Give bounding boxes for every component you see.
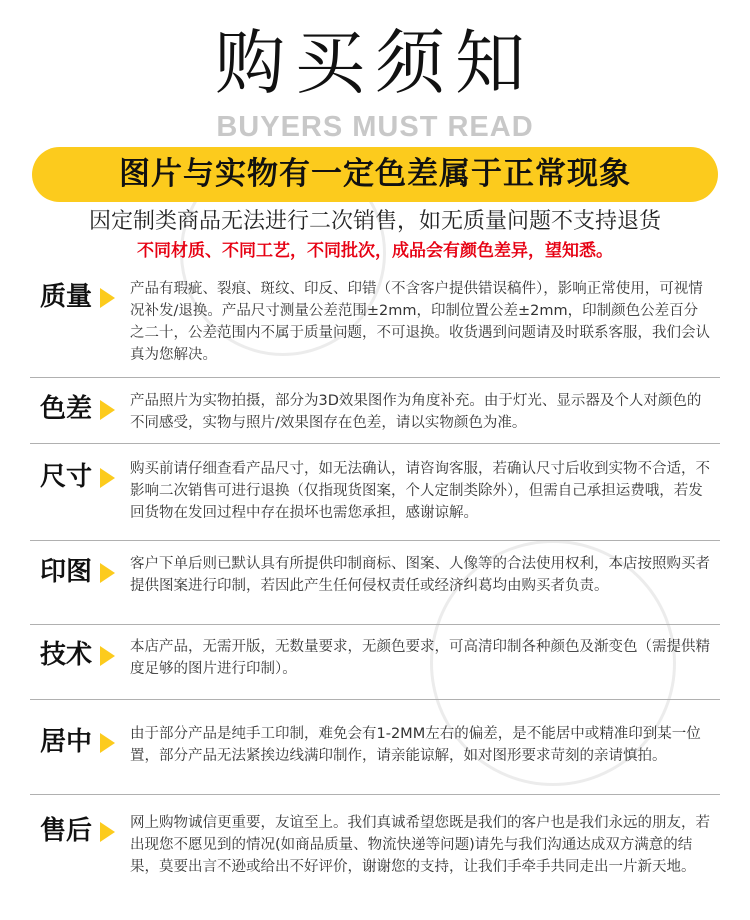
section-text: 由于部分产品是纯手工印制，难免会有1-2MM左右的偏差，是不能居中或精准印到某一位置，部分产品无法紧挨边线满印制作，请亲能谅解，如对图形要求苛刻的亲请慎拍。 <box>130 726 701 764</box>
arrow-right-icon <box>100 822 115 842</box>
divider <box>30 377 720 378</box>
arrow-right-icon <box>100 646 115 666</box>
section-text: 本店产品，无需开版，无数量要求，无颜色要求，可高清印制各种颜色及渐变色（需提供精度足够的图片进行印制）。 <box>130 639 710 677</box>
section-text: 网上购物诚信更重要，友谊至上。我们真诚希望您既是我们的客户也是我们永远的朋友，若出现您不愿见到的情况(如商品质量、物流快递等问题)请先与我们沟通达成双方满意的结果，莫要出言不逊或给出不好评价，谢谢您的支持，让我们手牵手共同走出一片新天地。 <box>130 815 710 875</box>
section-text: 产品有瑕疵、裂痕、斑纹、印反、印错（不含客户提供错误稿件），影响正常使用，可视情况补发/退换。产品尺寸测量公差范围±2mm，印制位置公差±2mm，印制颜色公差百分之二十，公差范围内不属于质量问题，不可退换。收货遇到问题请及时联系客服，我们会认真为您解决。 <box>130 281 710 363</box>
arrow-right-icon <box>100 288 115 308</box>
section-label: 印图 <box>40 557 93 587</box>
arrow-right-icon <box>100 563 115 583</box>
section-label: 质量 <box>40 282 93 312</box>
color-variation-warning: 不同材质、不同工艺，不同批次，成品会有颜色差异，望知悉。 <box>137 241 613 261</box>
section-text: 客户下单后则已默认具有所提供印制商标、图案、人像等的合法使用权利，本店按照购买者提供图案进行印制，若因此产生任何侵权责任或经济纠葛均由购买者负责。 <box>130 556 710 594</box>
divider <box>30 540 720 541</box>
section-text: 产品照片为实物拍摄，部分为3D效果图作为角度补充。由于灯光、显示器及个人对颜色的不同感受，实物与照片/效果图存在色差，请以实物颜色为准。 <box>130 393 702 431</box>
section-label: 尺寸 <box>40 462 93 492</box>
color-difference-banner: 图片与实物有一定色差属于正常现象 <box>32 147 718 202</box>
divider <box>30 699 720 700</box>
section-label: 色差 <box>40 394 93 424</box>
section-text: 购买前请仔细查看产品尺寸，如无法确认，请咨询客服，若确认尺寸后收到实物不合适，不影响二次销售可进行退换（仅指现货图案，个人定制类除外），但需自己承担运费哦，若发回货物在发回过程中存在损坏也需您承担，感谢谅解。 <box>130 461 710 521</box>
page-title: 购买须知 <box>215 22 535 104</box>
section-label: 技术 <box>40 640 93 670</box>
divider <box>30 794 720 795</box>
arrow-right-icon <box>100 733 115 753</box>
page-subtitle: BUYERS MUST READ <box>216 111 534 143</box>
arrow-right-icon <box>100 400 115 420</box>
arrow-right-icon <box>100 468 115 488</box>
section-label: 居中 <box>40 727 93 757</box>
section-label: 售后 <box>40 816 93 846</box>
divider <box>30 443 720 444</box>
no-return-notice: 因定制类商品无法进行二次销售，如无质量问题不支持退货 <box>88 209 661 234</box>
divider <box>30 624 720 625</box>
